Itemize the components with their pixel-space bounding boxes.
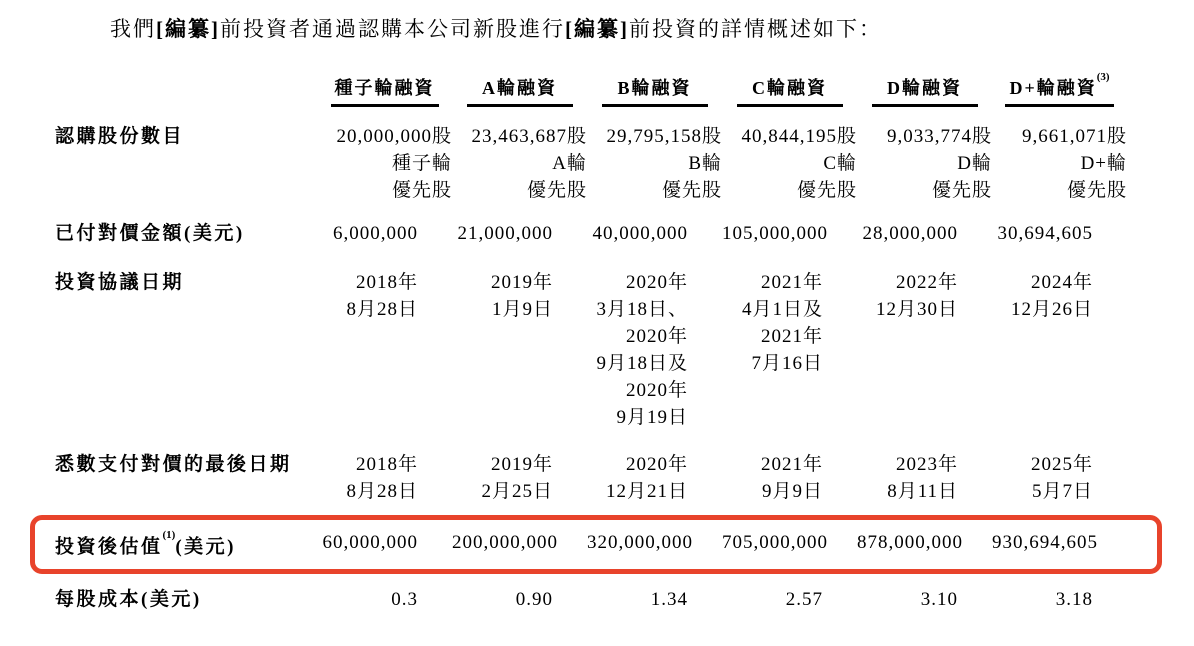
- cell: [722, 269, 857, 377]
- row-label: 已付對價金額(美元): [55, 223, 245, 244]
- cell-line: 2月25日: [481, 481, 553, 502]
- financing-rounds-table: [0, 71, 1194, 613]
- cell-line: 21,000,000: [457, 223, 553, 244]
- cell-line: 3.18: [1055, 589, 1093, 611]
- cell-line: 優先股: [526, 180, 587, 201]
- title-text: 我們: [110, 17, 156, 41]
- cell-line: 12月21日: [605, 481, 688, 502]
- table-header-row: [55, 71, 1194, 107]
- table-row-final-payment-date: [55, 451, 1194, 505]
- column-header-series-c: [722, 74, 857, 107]
- cell: [452, 586, 587, 613]
- cell: [317, 451, 452, 505]
- cell: [452, 529, 587, 556]
- title-text: 前投資的詳情概述如下：: [629, 17, 882, 41]
- cell: [587, 220, 722, 247]
- redacted-marker: [編纂]: [156, 17, 220, 41]
- cell-line: 9,033,774股: [886, 126, 992, 147]
- cell: [452, 451, 587, 505]
- cell-line: 9月19日: [616, 407, 688, 428]
- cell: [317, 529, 452, 556]
- cell-line: 6,000,000: [333, 223, 418, 244]
- redacted-marker: [編纂]: [565, 17, 629, 41]
- cell-line: 2021年: [760, 272, 823, 293]
- cell: [317, 269, 452, 323]
- red-highlight-box: [30, 515, 1162, 574]
- cell-line: 9,661,071股: [1021, 126, 1127, 147]
- cell-line: 2022年: [895, 272, 958, 293]
- column-header-series-b: [587, 74, 722, 107]
- cell-line: 2021年: [760, 326, 823, 347]
- row-label-unit: (美元): [175, 536, 236, 558]
- cell-line: 320,000,000: [587, 532, 693, 553]
- cell-line: 優先股: [1066, 180, 1127, 201]
- column-header-label: 種子輪融資: [334, 78, 435, 98]
- cell-line: 30,694,605: [997, 223, 1093, 244]
- cell-line: 60,000,000: [322, 532, 418, 553]
- cell-line: 8月28日: [346, 481, 418, 502]
- cell-line: 20,000,000股: [336, 126, 452, 147]
- cell-line: 3月18日、: [596, 299, 688, 320]
- cell: [722, 451, 857, 505]
- cell-line: 2018年: [355, 272, 418, 293]
- row-label: 悉數支付對價的最後日期: [55, 454, 292, 475]
- column-header-series-d: [857, 74, 992, 107]
- title-text: 前投資者通過認購本公司新股進行: [220, 17, 565, 41]
- cell-line: 9月9日: [761, 481, 823, 502]
- cell-line: 23,463,687股: [471, 126, 587, 147]
- row-label: 每股成本(美元): [55, 589, 202, 611]
- row-label-text: 投資後估值: [55, 536, 163, 558]
- cell: [722, 586, 857, 613]
- cell: [722, 529, 857, 556]
- row-label: 投資協議日期: [55, 272, 185, 293]
- cell: [452, 220, 587, 247]
- cell: [587, 586, 722, 613]
- cell: [857, 123, 992, 204]
- cell: [317, 220, 452, 247]
- cell-line: 2023年: [895, 454, 958, 475]
- cell-line: 7月16日: [751, 353, 823, 374]
- cell-line: 2025年: [1030, 454, 1093, 475]
- cell-line: 3.10: [920, 589, 958, 611]
- cell-line: C輪: [823, 153, 857, 174]
- cell-line: 4月1日及: [741, 299, 823, 320]
- cell-line: 878,000,000: [857, 532, 963, 553]
- row-label: [55, 529, 317, 560]
- cell-line: 8月28日: [346, 299, 418, 320]
- cell-line: 優先股: [796, 180, 857, 201]
- cell-line: 2021年: [760, 454, 823, 475]
- cell-line: D+輪: [1080, 153, 1127, 174]
- cell-line: 8月11日: [887, 481, 958, 502]
- cell-line: A輪: [552, 153, 587, 174]
- cell-line: 2019年: [490, 454, 553, 475]
- cell-line: 12月26日: [1010, 299, 1093, 320]
- cell: [587, 451, 722, 505]
- cell-line: D輪: [957, 153, 992, 174]
- cell: [857, 220, 992, 247]
- cell: [722, 123, 857, 204]
- cell: [452, 123, 587, 204]
- table-row-post-money-valuation: [55, 529, 1157, 560]
- table-row-cost-per-share: [55, 586, 1194, 613]
- document-page: [0, 14, 1194, 646]
- cell-line: 40,844,195股: [741, 126, 857, 147]
- page-title: [110, 14, 1154, 44]
- cell-line: 2018年: [355, 454, 418, 475]
- column-header-series-a: [452, 74, 587, 107]
- cell: [992, 269, 1127, 323]
- cell-line: 0.90: [515, 589, 553, 611]
- column-header-series-d-plus: [992, 71, 1127, 107]
- column-header-seed: [317, 74, 452, 107]
- cell-line: 29,795,158股: [606, 126, 722, 147]
- cell: [857, 451, 992, 505]
- cell: [992, 529, 1127, 556]
- cell: [857, 586, 992, 613]
- row-label-footnote: (1): [162, 529, 176, 541]
- table-row-agreement-date: [55, 269, 1194, 431]
- cell-line: 2019年: [490, 272, 553, 293]
- column-header-label: C輪融資: [752, 78, 827, 98]
- cell: [992, 220, 1127, 247]
- column-header-label: A輪融資: [482, 78, 557, 98]
- cell-line: 2.57: [785, 589, 823, 611]
- cell-line: 9月18日及: [596, 353, 688, 374]
- cell-line: 200,000,000: [452, 532, 558, 553]
- cell-line: 2020年: [625, 326, 688, 347]
- cell-line: 40,000,000: [592, 223, 688, 244]
- cell-line: 2020年: [625, 272, 688, 293]
- cell-line: 2020年: [625, 454, 688, 475]
- cell-line: 12月30日: [875, 299, 958, 320]
- cell-line: 優先股: [931, 180, 992, 201]
- cell-line: 2024年: [1030, 272, 1093, 293]
- cell: [452, 269, 587, 323]
- cell: [992, 123, 1127, 204]
- cell-line: 1.34: [650, 589, 688, 611]
- column-header-label: D輪融資: [887, 78, 962, 98]
- cell: [992, 586, 1127, 613]
- column-header-label: B輪融資: [617, 78, 692, 98]
- cell: [587, 123, 722, 204]
- row-label: 認購股份數目: [55, 126, 185, 147]
- cell: [587, 529, 722, 556]
- cell: [857, 269, 992, 323]
- cell-line: 105,000,000: [722, 223, 828, 244]
- table-row-consideration-paid: [55, 220, 1194, 247]
- table-row-shares-subscribed: [55, 123, 1194, 204]
- cell: [317, 123, 452, 204]
- cell: [587, 269, 722, 431]
- cell-line: 優先股: [391, 180, 452, 201]
- cell-line: 0.3: [391, 589, 418, 611]
- cell-line: 930,694,605: [992, 532, 1098, 553]
- cell-line: 1月9日: [491, 299, 553, 320]
- column-header-label: D+輪融資: [1009, 78, 1097, 98]
- cell: [992, 451, 1127, 505]
- cell-line: 2020年: [625, 380, 688, 401]
- column-header-footnote: (3): [1096, 71, 1110, 83]
- cell: [722, 220, 857, 247]
- cell: [317, 586, 452, 613]
- cell-line: 優先股: [661, 180, 722, 201]
- cell: [857, 529, 992, 556]
- cell-line: 705,000,000: [722, 532, 828, 553]
- cell-line: 種子輪: [391, 153, 452, 174]
- cell-line: B輪: [688, 153, 722, 174]
- cell-line: 28,000,000: [862, 223, 958, 244]
- cell-line: 5月7日: [1031, 481, 1093, 502]
